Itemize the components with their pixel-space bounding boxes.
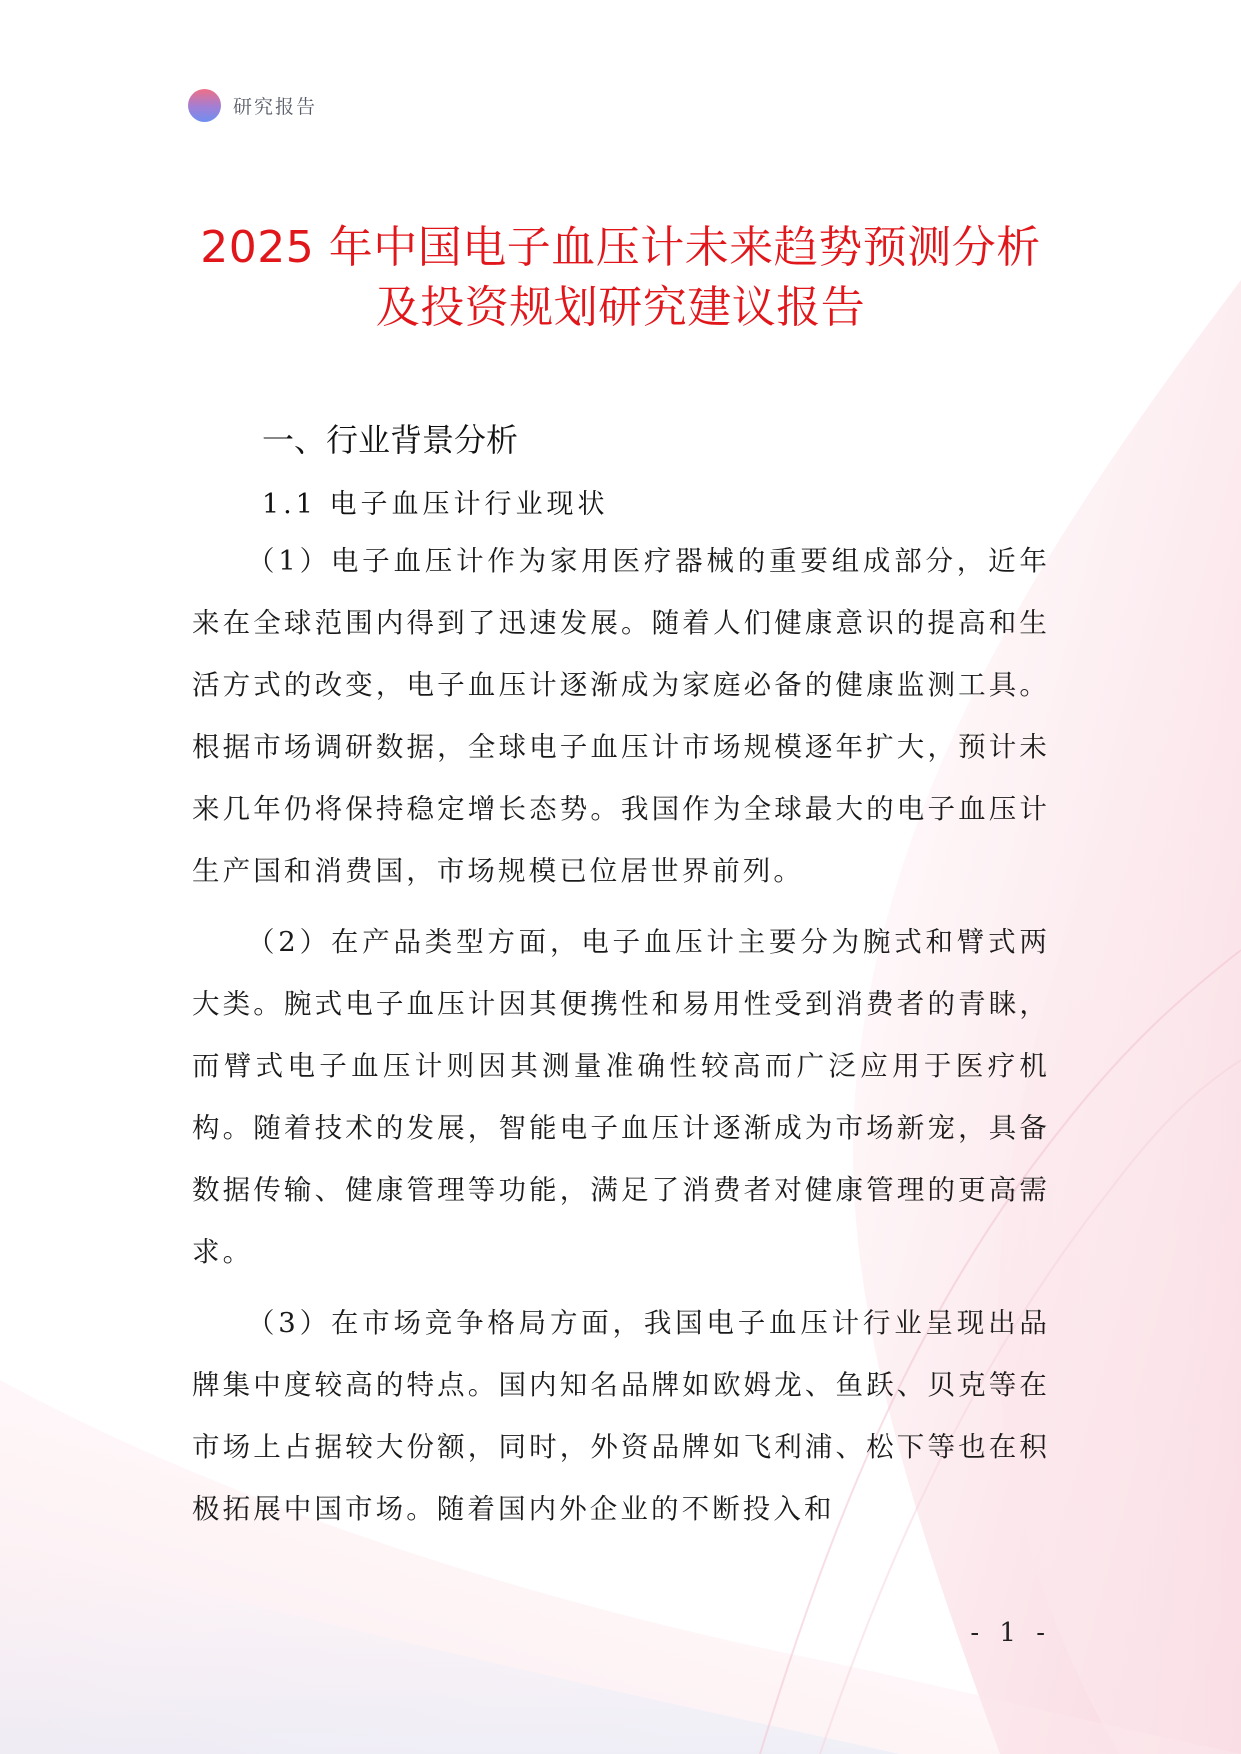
paragraph-3: （3）在市场竞争格局方面，我国电子血压计行业呈现出品牌集中度较高的特点。国内知名品牌如欧姆龙、鱼跃、贝克等在市场上占据较大份额，同时，外资品牌如飞利浦、松下等也在积极拓展中国市场。随着国内外企业的不断投入和 — [192, 1307, 1050, 1525]
paragraph-2: （2）在产品类型方面，电子血压计主要分为腕式和臂式两大类。腕式电子血压计因其便携性和易用性受到消费者的青睐，而臂式电子血压计则因其测量准确性较高而广泛应用于医疗机构。随着技术的发展，智能电子血压计逐渐成为市场新宠，具备数据传输、健康管理等功能，满足了消费者对健康管理的更高需求。 — [192, 926, 1050, 1268]
subsection-heading: 1.1 电子血压计行业现状 — [262, 489, 609, 520]
page-number: - 1 - — [970, 1618, 1051, 1648]
document-body — [192, 530, 1050, 1549]
paragraph-1: （1）电子血压计作为家用医疗器械的重要组成部分，近年来在全球范围内得到了迅速发展。随着人们健康意识的提高和生活方式的改变，电子血压计逐渐成为家庭必备的健康监测工具。根据市场调研数据，全球电子血压计市场规模逐年扩大，预计未来几年仍将保持稳定增长态势。我国作为全球最大的电子血压计生产国和消费国，市场规模已位居世界前列。 — [192, 545, 1050, 887]
document-title — [150, 218, 1091, 338]
header-label: 研究报告 — [233, 95, 318, 118]
document-header — [188, 88, 317, 122]
section-heading: 一、行业背景分析 — [262, 421, 519, 459]
title-line-1: 2025 年中国电子血压计未来趋势预测分析 — [200, 222, 1041, 273]
title-line-2: 及投资规划研究建议报告 — [375, 282, 866, 333]
gradient-circle-logo-icon — [188, 89, 221, 122]
